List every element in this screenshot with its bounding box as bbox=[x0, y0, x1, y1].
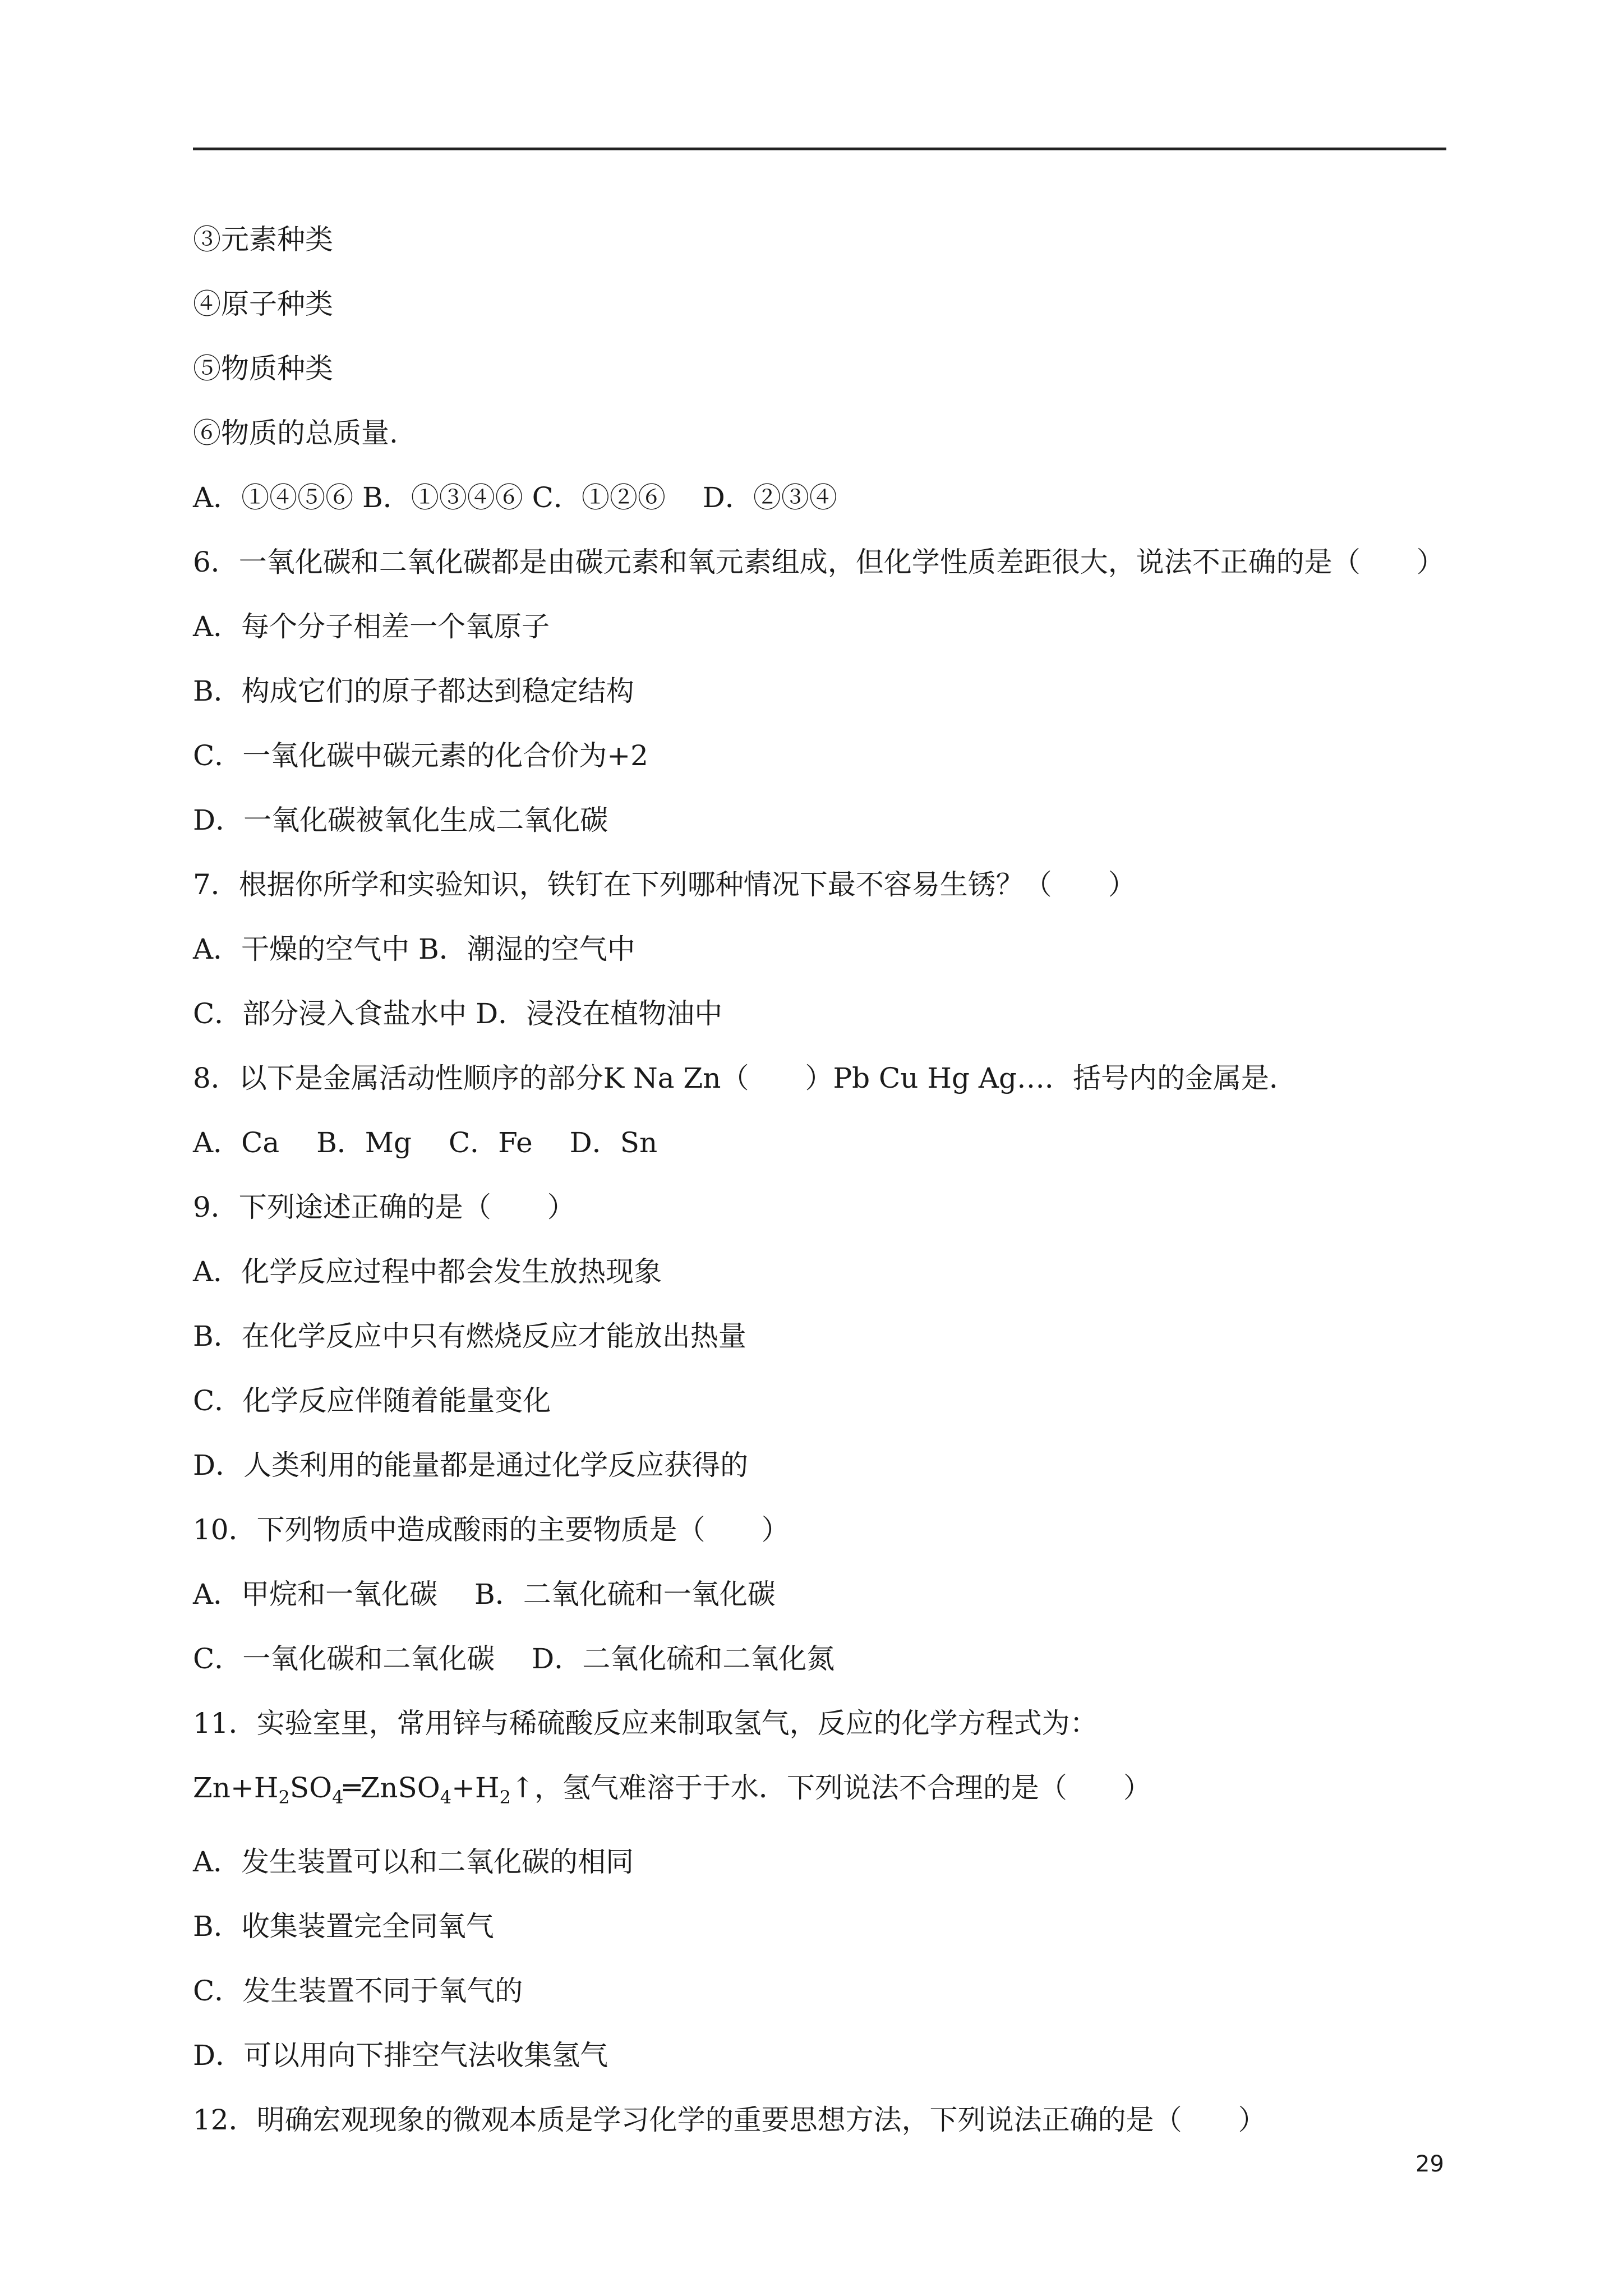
question-7: 7．根据你所学和实验知识，铁钉在下列哪种情况下最不容易生锈？（ ） bbox=[193, 868, 1136, 901]
option-d: D．一氧化碳被氧化生成二氧化碳 bbox=[193, 804, 608, 836]
option-c: C．发生装置不同于氧气的 bbox=[193, 1975, 523, 2007]
text-line: ⑥物质的总质量. bbox=[193, 417, 398, 449]
text-line: ③元素种类 bbox=[193, 223, 333, 256]
options-cd: C．部分浸入食盐水中 D．浸没在植物油中 bbox=[193, 997, 723, 1030]
q11-text: ═ZnSO bbox=[343, 1772, 440, 1804]
q11-prefix: 11．实验室里，常用锌与稀硫酸反应来制取氢气，反应的化学方程式为：Zn+H bbox=[193, 1707, 1098, 1804]
answer-options: A．①④⑤⑥ B．①③④⑥ C．①②⑥ D．②③④ bbox=[193, 481, 837, 514]
question-9: 9．下列途述正确的是（ ） bbox=[193, 1191, 575, 1223]
subscript: 2 bbox=[499, 1787, 511, 1808]
question-8: 8．以下是金属活动性顺序的部分K Na Zn（ ）Pb Cu Hg Ag…．括号内的金属是． bbox=[193, 1062, 1297, 1094]
subscript: 4 bbox=[332, 1787, 344, 1808]
option-d: D．人类利用的能量都是通过化学反应获得的 bbox=[193, 1449, 749, 1481]
option-b: B．构成它们的原子都达到稳定结构 bbox=[193, 675, 634, 707]
subscript: 4 bbox=[440, 1787, 452, 1808]
answer-options: A．Ca B．Mg C．Fe D．Sn bbox=[193, 1126, 658, 1159]
option-b: B．在化学反应中只有燃烧反应才能放出热量 bbox=[193, 1320, 746, 1352]
question-12: 12．明确宏观现象的微观本质是学习化学的重要思想方法，下列说法正确的是（ ） bbox=[193, 2104, 1266, 2136]
options-ab: A．甲烷和一氧化碳 B．二氧化硫和一氧化碳 bbox=[193, 1578, 776, 1611]
option-b: B．收集装置完全同氧气 bbox=[193, 1910, 494, 1943]
question-11 bbox=[193, 1691, 1449, 1830]
text-line: ⑤物质种类 bbox=[193, 352, 333, 385]
page-number: 29 bbox=[1415, 2151, 1444, 2177]
header-rule bbox=[193, 148, 1446, 150]
question-10: 10．下列物质中造成酸雨的主要物质是（ ） bbox=[193, 1513, 790, 1546]
options-cd: C．一氧化碳和二氧化碳 D．二氧化硫和二氧化氮 bbox=[193, 1642, 835, 1675]
option-a: A．发生装置可以和二氧化碳的相同 bbox=[193, 1846, 634, 1878]
option-d: D．可以用向下排空气法收集氢气 bbox=[193, 2039, 608, 2072]
option-a: A．化学反应过程中都会发生放热现象 bbox=[193, 1255, 662, 1288]
option-a: A．每个分子相差一个氧原子 bbox=[193, 610, 550, 643]
q11-text: +H bbox=[451, 1772, 500, 1804]
question-6: 6．一氧化碳和二氧化碳都是由碳元素和氧元素组成，但化学性质差距很大，说法不正确的是（ ） bbox=[193, 546, 1445, 578]
options-ab: A．干燥的空气中 B．潮湿的空气中 bbox=[193, 933, 635, 965]
text-line: ④原子种类 bbox=[193, 288, 333, 320]
q11-text: SO bbox=[289, 1772, 333, 1804]
subscript: 2 bbox=[278, 1787, 290, 1808]
q11-suffix: ↑，氢气难溶于于水．下列说法不合理的是（ ） bbox=[510, 1772, 1151, 1804]
option-c: C．化学反应伴随着能量变化 bbox=[193, 1384, 551, 1417]
page-body bbox=[193, 208, 1449, 2152]
option-c: C．一氧化碳中碳元素的化合价为+2 bbox=[193, 739, 648, 772]
